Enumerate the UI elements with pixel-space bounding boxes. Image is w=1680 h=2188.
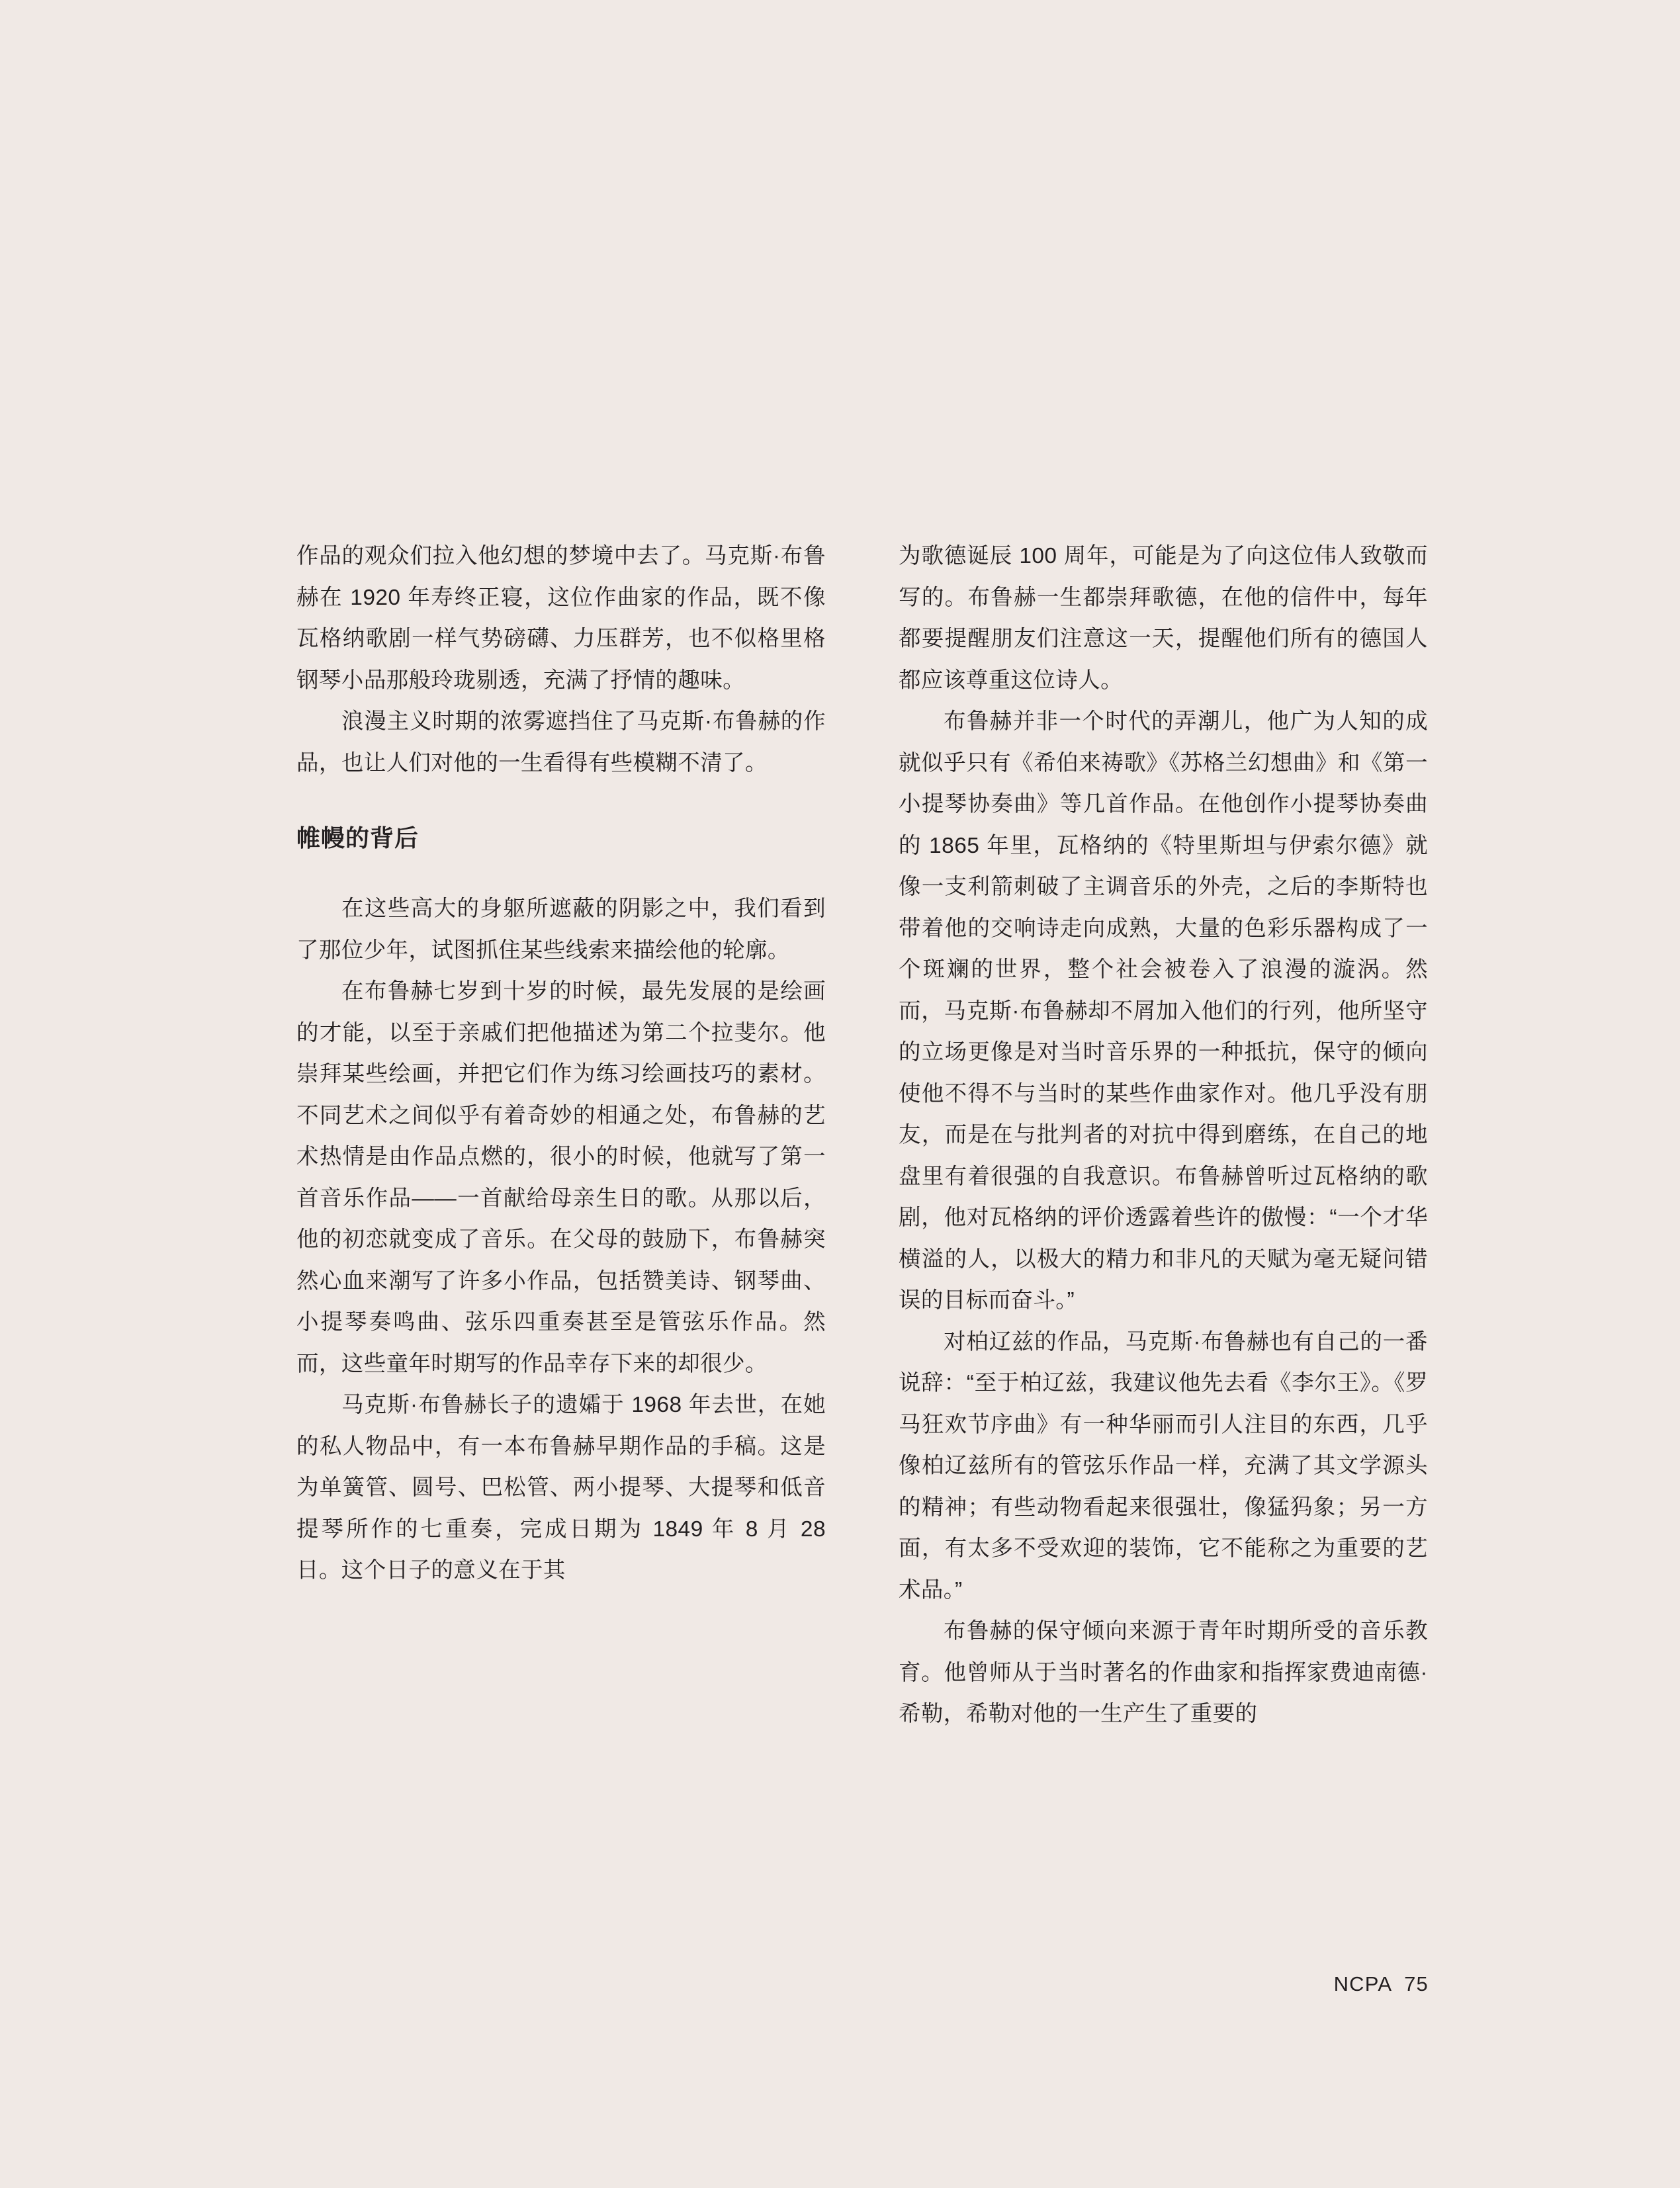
page-folio: NCPA 75	[1333, 1972, 1429, 1995]
section-heading: 帷幔的背后	[296, 824, 420, 852]
paragraph: 布鲁赫的保守倾向来源于青年时期所受的音乐教育。他曾师从于当时著名的作曲家和指挥家费迪南德·希勒，希勒对他的一生产生了重要的	[899, 1619, 1428, 1726]
paragraph: 为歌德诞辰 100 周年，可能是为了向这位伟人致敬而写的。布鲁赫一生都崇拜歌德，在他的信件中，每年都要提醒朋友们注意这一天，提醒他们所有的德国人都应该尊重这位诗人。	[899, 544, 1428, 693]
text-columns	[296, 536, 1428, 1735]
paragraph: 浪漫主义时期的浓雾遮挡住了马克斯·布鲁赫的作品，也让人们对他的一生看得有些模糊不清了。	[296, 709, 826, 775]
paragraph: 在布鲁赫七岁到十岁的时候，最先发展的是绘画的才能，以至于亲戚们把他描述为第二个拉斐尔。他崇拜某些绘画，并把它们作为练习绘画技巧的素材。不同艺术之间似乎有着奇妙的相通之处，布鲁赫的艺术热情是由作品点燃的，很小的时候，他就写了第一首音乐作品——一首献给母亲生日的歌。从那以后，他的初恋就变成了音乐。在父母的鼓励下，布鲁赫突然心血来潮写了许多小作品，包括赞美诗、钢琴曲、小提琴奏鸣曲、弦乐四重奏甚至是管弦乐作品。然而，这些童年时期写的作品幸存下来的却很少。	[296, 979, 826, 1376]
right-column	[899, 536, 1428, 1735]
paragraph: 在这些高大的身躯所遮蔽的阴影之中，我们看到了那位少年，试图抓住某些线索来描绘他的轮廓。	[296, 897, 826, 963]
paragraph: 马克斯·布鲁赫长子的遗孀于 1968 年去世，在她的私人物品中，有一本布鲁赫早期作品的手稿。这是为单簧管、圆号、巴松管、两小提琴、大提琴和低音提琴所作的七重奏，完成日期为 1849 年 8 月 28 日。这个日子的意义在于其	[296, 1393, 826, 1583]
left-column	[296, 536, 826, 1735]
paragraph: 布鲁赫并非一个时代的弄潮儿，他广为人知的成就似乎只有《希伯来祷歌》《苏格兰幻想曲》和《第一小提琴协奏曲》等几首作品。在他创作小提琴协奏曲的 1865 年里，瓦格纳的《特里斯坦与伊索尔德》就像一支利箭刺破了主调音乐的外壳，之后的李斯特也带着他的交响诗走向成熟，大量的色彩乐器构成了一个斑斓的世界，整个社会被卷入了浪漫的漩涡。然而，马克斯·布鲁赫却不屑加入他们的行列，他所坚守的立场更像是对当时音乐界的一种抵抗，保守的倾向使他不得不与当时的某些作曲家作对。他几乎没有朋友，而是在与批判者的对抗中得到磨练，在自己的地盘里有着很强的自我意识。布鲁赫曾听过瓦格纳的歌剧，他对瓦格纳的评价透露着些许的傲慢：“一个才华横溢的人，以极大的精力和非凡的天赋为毫无疑问错误的目标而奋斗。”	[899, 709, 1428, 1313]
paragraph: 作品的观众们拉入他幻想的梦境中去了。马克斯·布鲁赫在 1920 年寿终正寝，这位作曲家的作品，既不像瓦格纳歌剧一样气势磅礴、力压群芳，也不似格里格钢琴小品那般玲珑剔透，充满了抒情的趣味。	[296, 544, 826, 693]
paragraph: 对柏辽兹的作品，马克斯·布鲁赫也有自己的一番说辞：“至于柏辽兹，我建议他先去看《李尔王》。《罗马狂欢节序曲》有一种华丽而引人注目的东西，几乎像柏辽兹所有的管弦乐作品一样，充满了其文学源头的精神；有些动物看起来很强壮，像猛犸象；另一方面，有太多不受欢迎的装饰，它不能称之为重要的艺术品。”	[899, 1329, 1428, 1602]
